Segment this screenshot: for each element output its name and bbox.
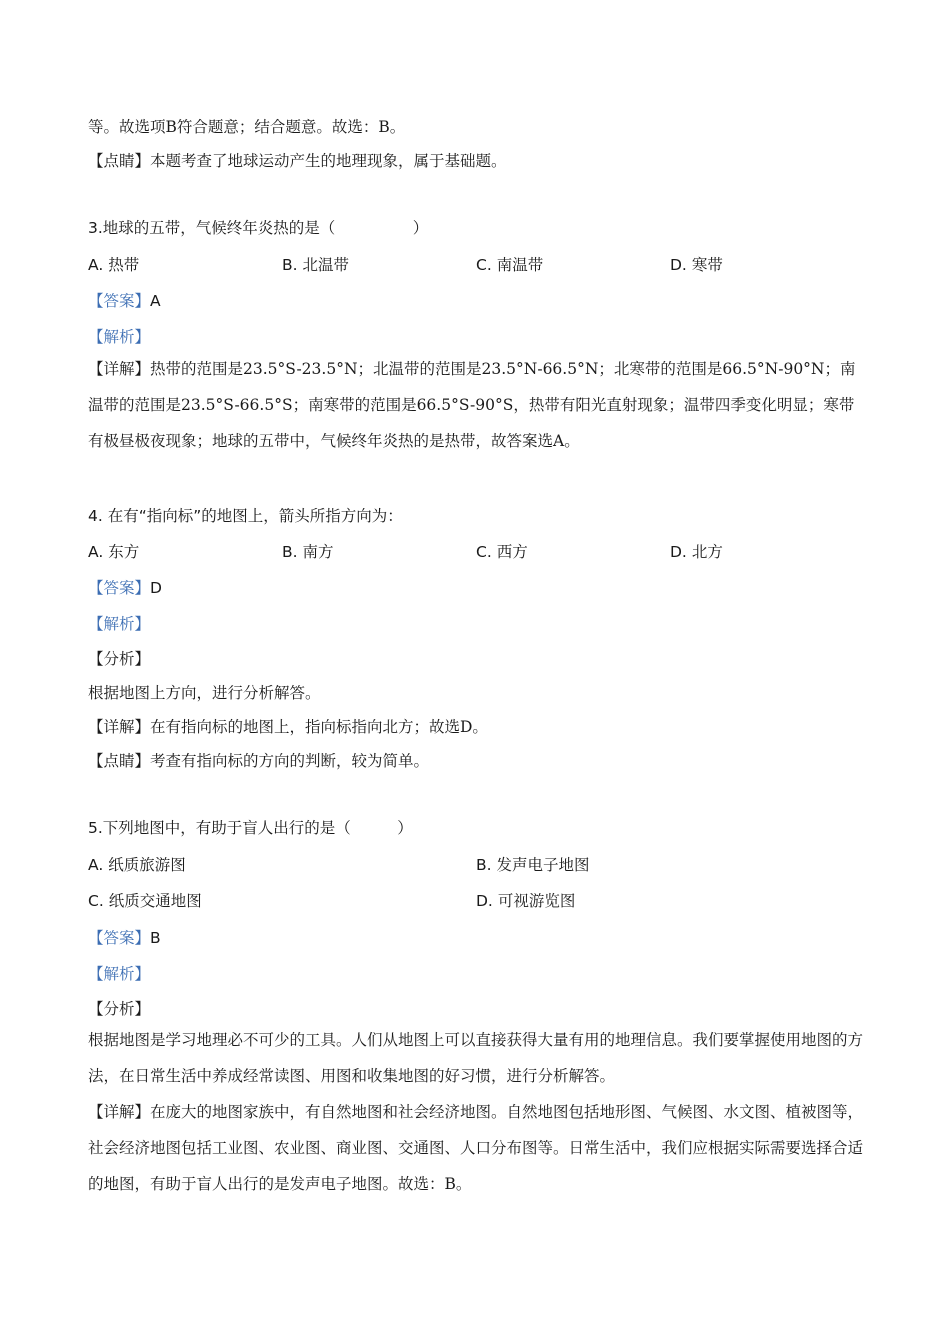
q4-analysis-tag: 【解析】	[88, 615, 151, 633]
q3-option-b: B. 北温带	[282, 256, 350, 274]
q4-comment: 【点睛】考查有指向标的方向的判断，较为简单。	[88, 752, 430, 770]
prev-comment: 【点睛】本题考查了地球运动产生的地理现象，属于基础题。	[88, 152, 507, 170]
q5-question: 5.下列地图中，有助于盲人出行的是（ ）	[88, 819, 413, 837]
q5-option-b: B. 发声电子地图	[476, 856, 590, 874]
q4-option-c: C. 西方	[476, 543, 528, 561]
q5-analysis-tag: 【解析】	[88, 965, 151, 983]
q5-analysis-head: 【分析】	[88, 1000, 151, 1018]
q5-option-c: C. 纸质交通地图	[88, 892, 202, 910]
q4-analysis-text: 根据地图上方向，进行分析解答。	[88, 684, 321, 702]
q3-option-a: A. 热带	[88, 256, 140, 274]
q5-option-d: D. 可视游览图	[476, 892, 576, 910]
q3-option-d: D. 寒带	[670, 256, 723, 274]
q3-detail: 【详解】热带的范围是23.5°S-23.5°N；北温带的范围是23.5°N-66.5°N；北寒带的范围是66.5°N-90°N；南温带的范围是23.5°S-66.5°S；南寒带的范围是66.5°S-90°S，热带有阳光直射现象；温带四季变化明显；寒带有极昼极夜现象；地球的五带中，气候终年炎热的是热带，故答案选A。	[88, 360, 856, 450]
q5-answer: 【答案】B	[88, 929, 161, 947]
q3-answer: 【答案】A	[88, 292, 161, 310]
q4-option-b: B. 南方	[282, 543, 334, 561]
q4-analysis-head: 【分析】	[88, 650, 151, 668]
q5-detail: 【详解】在庞大的地图家族中，有自然地图和社会经济地图。自然地图包括地形图、气候图、水文图、植被图等，社会经济地图包括工业图、农业图、商业图、交通图、人口分布图等。日常生活中，我们应根据实际需要选择合适的地图，有助于盲人出行的是发声电子地图。故选：B。	[88, 1103, 864, 1193]
q3-option-c: C. 南温带	[476, 256, 544, 274]
q5-option-a: A. 纸质旅游图	[88, 856, 186, 874]
q5-analysis-text: 根据地图是学习地理必不可少的工具。人们从地图上可以直接获得大量有用的地理信息。我们要掌握使用地图的方法，在日常生活中养成经常读图、用图和收集地图的好习惯，进行分析解答。	[88, 1031, 864, 1085]
q3-question: 3.地球的五带，气候终年炎热的是（ ）	[88, 219, 429, 237]
q3-analysis-tag: 【解析】	[88, 328, 151, 346]
q4-detail: 【详解】在有指向标的地图上，指向标指向北方；故选D。	[88, 718, 488, 736]
q4-answer: 【答案】D	[88, 579, 162, 597]
prev-detail-end: 等。故选项B符合题意；结合题意。故选：B。	[88, 118, 406, 136]
q4-question: 4. 在有“指向标”的地图上，箭头所指方向为：	[88, 507, 403, 525]
q4-option-d: D. 北方	[670, 543, 723, 561]
q4-option-a: A. 东方	[88, 543, 140, 561]
